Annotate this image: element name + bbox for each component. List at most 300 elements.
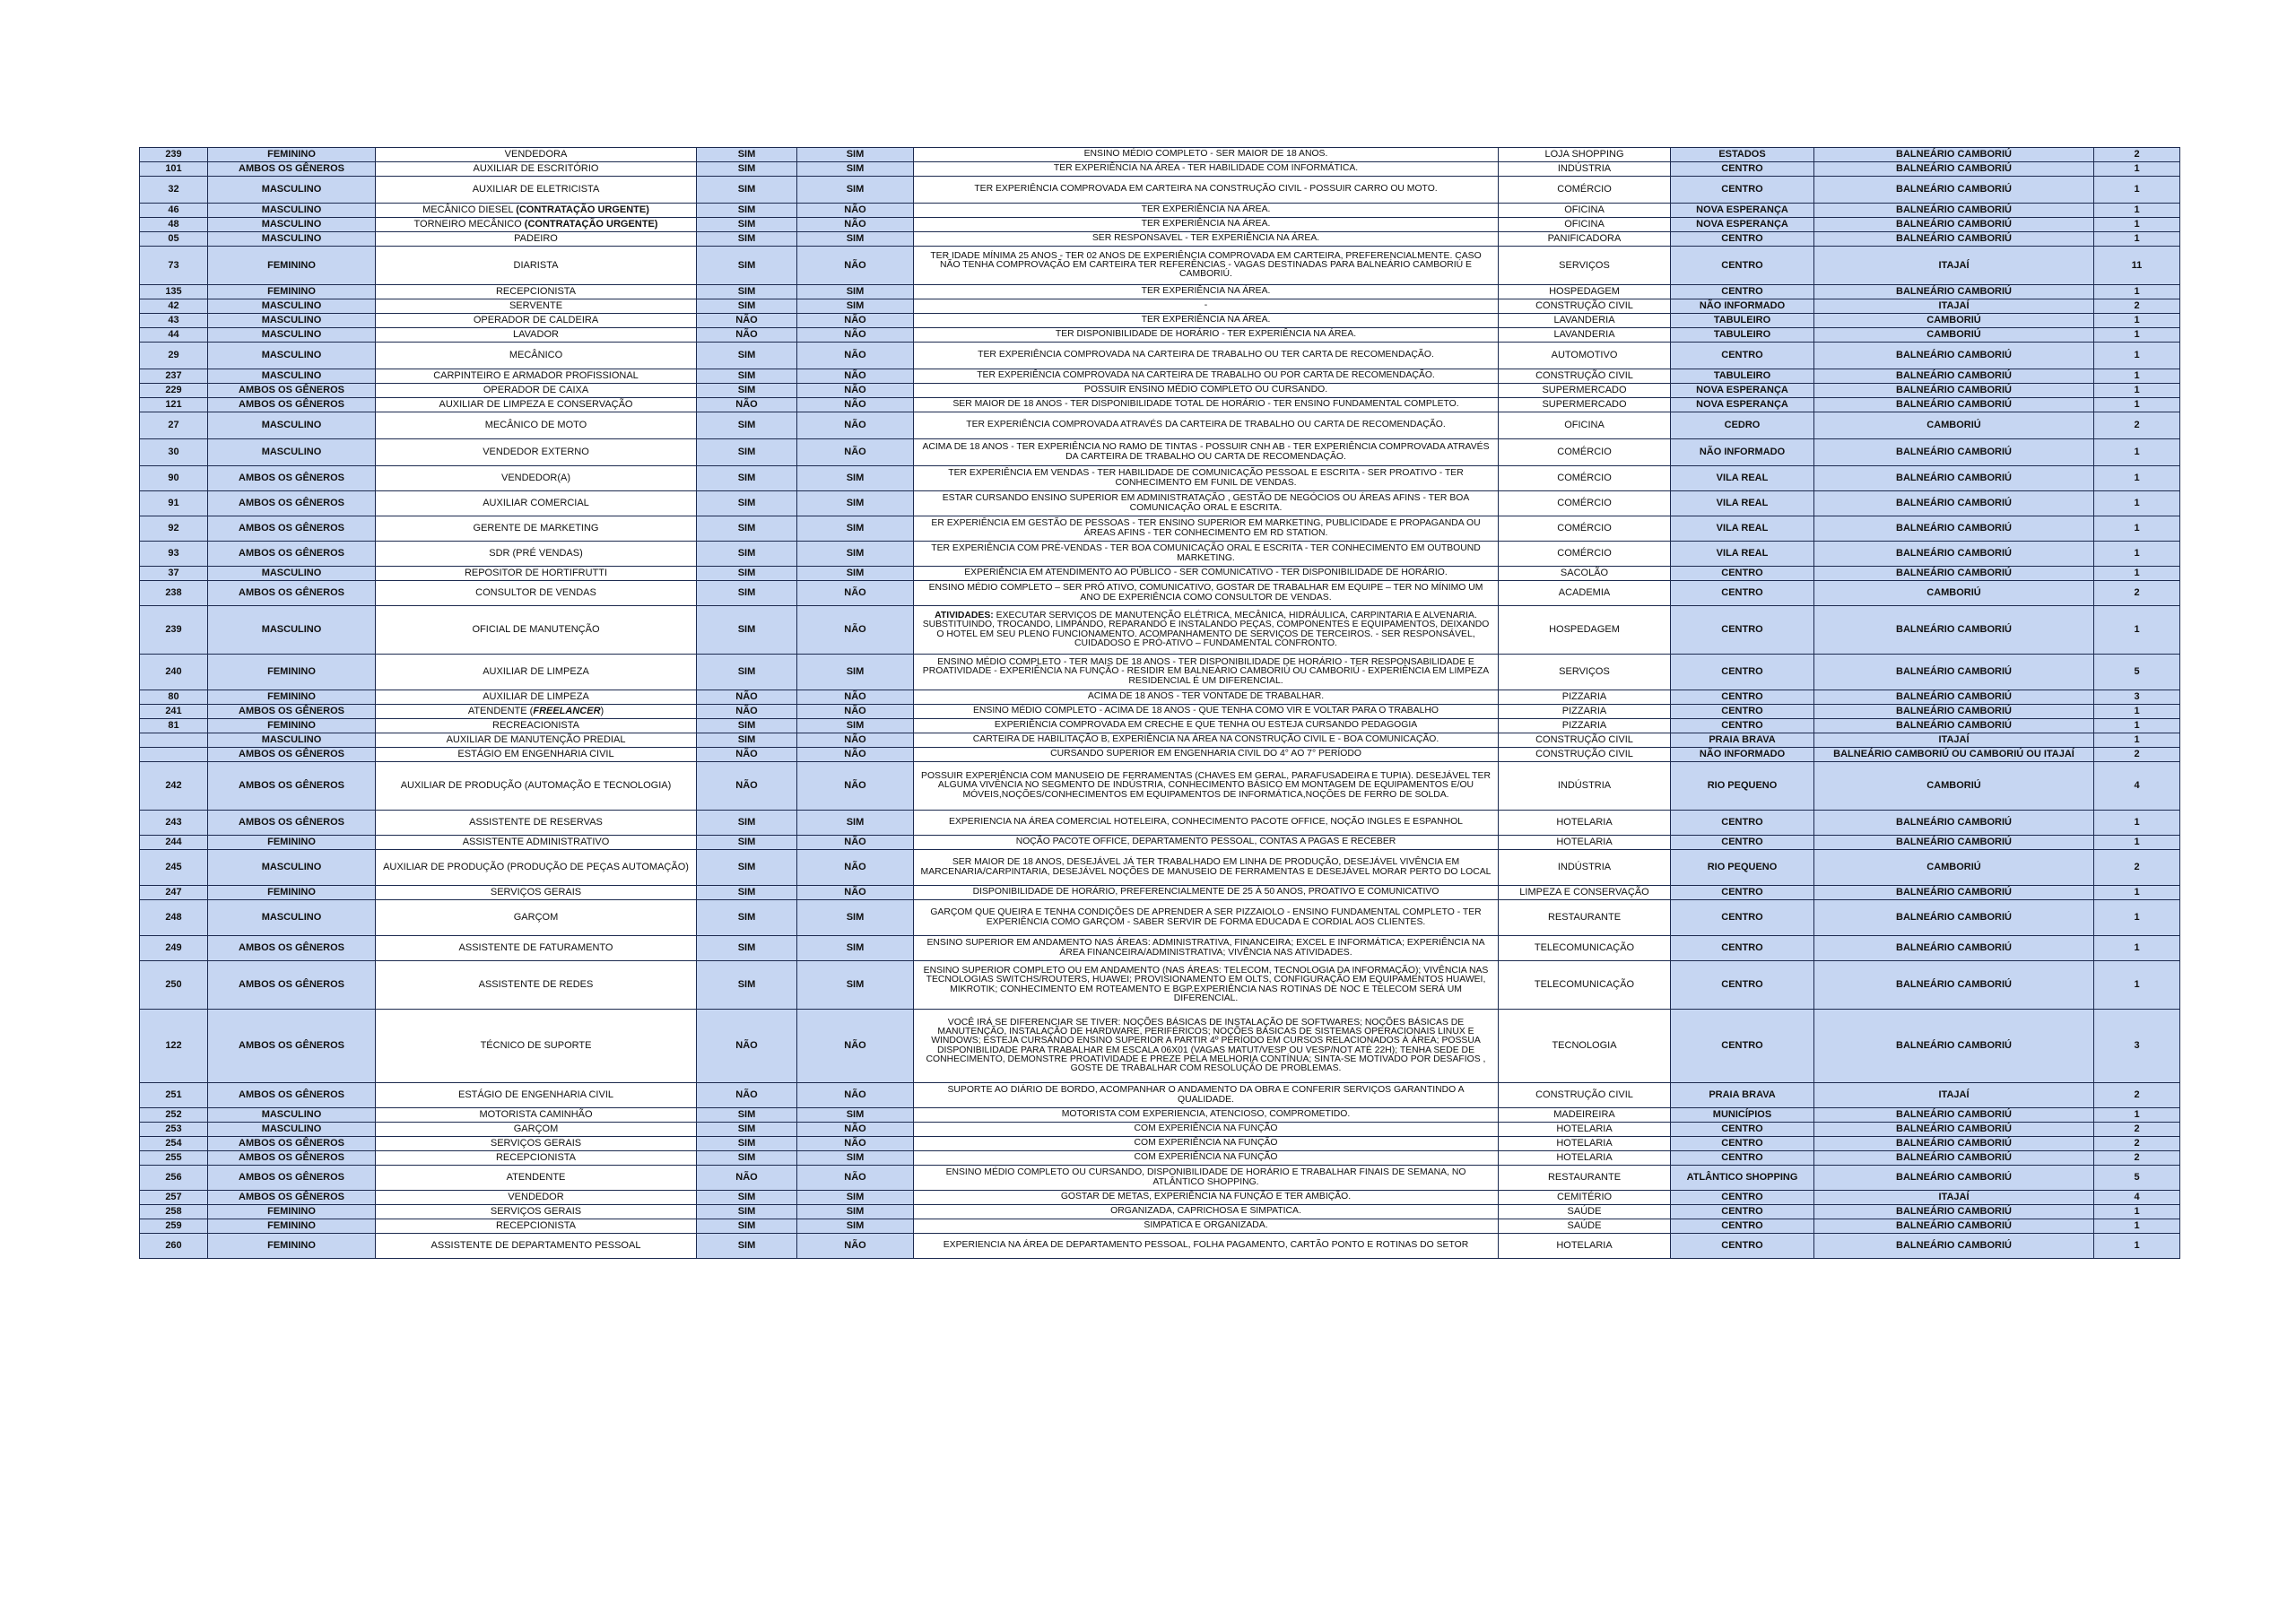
- vacancies-cell: 1: [2094, 961, 2180, 1010]
- sector-cell: CONSTRUÇÃO CIVIL: [1499, 369, 1671, 384]
- job-code-cell: 42: [140, 299, 208, 314]
- gender-cell: AMBOS OS GÊNEROS: [208, 1151, 376, 1166]
- yes-no-cell-2: NÃO: [797, 886, 914, 900]
- city-cell: ITAJAÍ: [1814, 1191, 2094, 1205]
- gender-cell: AMBOS OS GÊNEROS: [208, 581, 376, 606]
- position-cell: [376, 705, 697, 719]
- yes-no-cell-2: SIM: [797, 900, 914, 936]
- yes-no-cell-2: SIM: [797, 491, 914, 516]
- yes-no-cell-1: SIM: [697, 850, 797, 886]
- vacancies-cell: 5: [2094, 1166, 2180, 1191]
- position-cell: SERVENTE: [376, 299, 697, 314]
- sector-cell: SERVIÇOS: [1499, 655, 1671, 690]
- job-row: [140, 606, 2180, 655]
- position-cell: AUXILIAR DE ELETRICISTA: [376, 177, 697, 204]
- position-cell: ESTÁGIO EM ENGENHARIA CIVIL: [376, 748, 697, 762]
- neighborhood-cell: CENTRO: [1671, 1191, 1814, 1205]
- sector-cell: AUTOMOTIVO: [1499, 343, 1671, 369]
- yes-no-cell-1: SIM: [697, 581, 797, 606]
- gender-cell: FEMININO: [208, 1219, 376, 1234]
- yes-no-cell-1: SIM: [697, 1234, 797, 1259]
- vacancies-cell: 2: [2094, 1151, 2180, 1166]
- neighborhood-cell: NOVA ESPERANÇA: [1671, 384, 1814, 398]
- neighborhood-cell: TABULEIRO: [1671, 314, 1814, 328]
- city-cell: BALNEÁRIO CAMBORIÚ: [1814, 606, 2094, 655]
- neighborhood-cell: CENTRO: [1671, 1151, 1814, 1166]
- vacancies-cell: 1: [2094, 314, 2180, 328]
- city-cell: BALNEÁRIO CAMBORIÚ: [1814, 516, 2094, 542]
- city-cell: BALNEÁRIO CAMBORIÚ: [1814, 177, 2094, 204]
- yes-no-cell-1: SIM: [697, 1123, 797, 1137]
- yes-no-cell-1: SIM: [697, 961, 797, 1010]
- job-code-cell: 250: [140, 961, 208, 1010]
- sector-cell: SERVIÇOS: [1499, 247, 1671, 285]
- vacancies-cell: 1: [2094, 1219, 2180, 1234]
- neighborhood-cell: CENTRO: [1671, 936, 1814, 961]
- yes-no-cell-1: SIM: [697, 719, 797, 733]
- requirements-cell: SER MAIOR DE 18 ANOS - TER DISPONIBILIDADE TOTAL DE HORÁRIO - TER ENSINO FUNDAMENTAL COMPLETO.: [914, 398, 1499, 412]
- yes-no-cell-2: NÃO: [797, 762, 914, 811]
- requirements-cell: TER EXPERIÊNCIA COMPROVADA NA CARTEIRA DE TRABALHO OU POR CARTA DE RECOMENDAÇÃO.: [914, 369, 1499, 384]
- yes-no-cell-1: SIM: [697, 886, 797, 900]
- yes-no-cell-2: SIM: [797, 285, 914, 299]
- yes-no-cell-2: SIM: [797, 719, 914, 733]
- requirements-cell: EXPERIÊNCIA EM ATENDIMENTO AO PÚBLICO - SER COMUNICATIVO - TER DISPONIBILIDADE DE HORÁRIO.: [914, 567, 1499, 581]
- city-cell: BALNEÁRIO CAMBORIÚ: [1814, 148, 2094, 162]
- position-cell: MOTORISTA CAMINHÃO: [376, 1108, 697, 1123]
- yes-no-cell-1: SIM: [697, 218, 797, 232]
- neighborhood-cell: CENTRO: [1671, 1219, 1814, 1234]
- gender-cell: MASCULINO: [208, 1108, 376, 1123]
- sector-cell: TELECOMUNICAÇÃO: [1499, 936, 1671, 961]
- job-code-cell: 240: [140, 655, 208, 690]
- yes-no-cell-1: NÃO: [697, 705, 797, 719]
- job-row: [140, 1166, 2180, 1191]
- vacancies-cell: 1: [2094, 811, 2180, 836]
- gender-cell: AMBOS OS GÊNEROS: [208, 748, 376, 762]
- yes-no-cell-2: NÃO: [797, 733, 914, 748]
- requirements-cell: ACIMA DE 18 ANOS - TER VONTADE DE TRABALHAR.: [914, 690, 1499, 705]
- job-row: [140, 247, 2180, 285]
- vacancies-cell: 1: [2094, 439, 2180, 466]
- position-cell: TÉCNICO DE SUPORTE: [376, 1010, 697, 1083]
- neighborhood-cell: CENTRO: [1671, 1234, 1814, 1259]
- job-listings-table: [139, 147, 2180, 1259]
- job-row: [140, 398, 2180, 412]
- yes-no-cell-2: SIM: [797, 1191, 914, 1205]
- job-row: [140, 1205, 2180, 1219]
- job-code-cell: 238: [140, 581, 208, 606]
- vacancies-cell: 1: [2094, 719, 2180, 733]
- yes-no-cell-1: SIM: [697, 1191, 797, 1205]
- requirements-cell: ESTAR CURSANDO ENSINO SUPERIOR EM ADMINISTRATAÇÃO , GESTÃO DE NEGÓCIOS OU ÁREAS AFINS - TER BOA COMUNICAÇÃO ORAL E ESCRITA.: [914, 491, 1499, 516]
- position-cell: AUXILIAR DE LIMPEZA: [376, 655, 697, 690]
- position-cell: VENDEDOR EXTERNO: [376, 439, 697, 466]
- job-row: [140, 1010, 2180, 1083]
- requirements-cell: NOÇÃO PACOTE OFFICE, DEPARTAMENTO PESSOAL, CONTAS A PAGAS E RECEBER: [914, 836, 1499, 850]
- position-cell: ASSISTENTE DE REDES: [376, 961, 697, 1010]
- gender-cell: AMBOS OS GÊNEROS: [208, 936, 376, 961]
- yes-no-cell-2: NÃO: [797, 343, 914, 369]
- neighborhood-cell: MUNICÍPIOS: [1671, 1108, 1814, 1123]
- sector-cell: COMÉRCIO: [1499, 439, 1671, 466]
- position-cell: GARÇOM: [376, 900, 697, 936]
- sector-cell: COMÉRCIO: [1499, 177, 1671, 204]
- requirements-cell: ENSINO MÉDIO COMPLETO - SER MAIOR DE 18 ANOS.: [914, 148, 1499, 162]
- yes-no-cell-1: SIM: [697, 412, 797, 439]
- vacancies-cell: 2: [2094, 299, 2180, 314]
- requirements-cell: TER EXPERIÊNCIA COMPROVADA NA CARTEIRA DE TRABALHO OU TER CARTA DE RECOMENDAÇÃO.: [914, 343, 1499, 369]
- city-cell: ITAJAÍ: [1814, 247, 2094, 285]
- yes-no-cell-2: NÃO: [797, 850, 914, 886]
- sector-cell: OFICINA: [1499, 412, 1671, 439]
- sector-cell: SACOLÃO: [1499, 567, 1671, 581]
- yes-no-cell-2: NÃO: [797, 218, 914, 232]
- job-row: [140, 690, 2180, 705]
- requirements-cell: SER MAIOR DE 18 ANOS, DESEJÁVEL JÁ TER TRABALHADO EM LINHA DE PRODUÇÃO, DESEJÁVEL VIVÊNCIA EM MARCENARIA/CARPINTARIA, DESEJÁVEL NOÇÕES DE MANUSEIO DE FERRAMENTAS E DESEJÁVEL MORAR PERTO DO LOCAL: [914, 850, 1499, 886]
- position-cell: ESTÁGIO DE ENGENHARIA CIVIL: [376, 1083, 697, 1108]
- neighborhood-cell: VILA REAL: [1671, 466, 1814, 491]
- neighborhood-cell: CENTRO: [1671, 606, 1814, 655]
- neighborhood-cell: CENTRO: [1671, 1137, 1814, 1151]
- requirements-cell: TER EXPERIÊNCIA COM PRÉ-VENDAS - TER BOA COMUNICAÇÃO ORAL E ESCRITA - TER CONHECIMENTO EM OUTBOUND MARKETING.: [914, 542, 1499, 567]
- sector-cell: RESTAURANTE: [1499, 1166, 1671, 1191]
- job-code-cell: 248: [140, 900, 208, 936]
- job-code-cell: 257: [140, 1191, 208, 1205]
- job-code-cell: [140, 748, 208, 762]
- position-cell: MECÂNICO DE MOTO: [376, 412, 697, 439]
- position-text: TORNEIRO MECÂNICO: [413, 219, 522, 230]
- yes-no-cell-2: NÃO: [797, 247, 914, 285]
- sector-cell: SUPERMERCADO: [1499, 384, 1671, 398]
- requirements-cell: EXPERIENCIA NA ÁREA COMERCIAL HOTELEIRA, CONHECIMENTO PACOTE OFFICE, NOÇÃO INGLES E ESPANHOL: [914, 811, 1499, 836]
- gender-cell: MASCULINO: [208, 850, 376, 886]
- neighborhood-cell: RIO PEQUENO: [1671, 762, 1814, 811]
- neighborhood-cell: NÃO INFORMADO: [1671, 299, 1814, 314]
- city-cell: BALNEÁRIO CAMBORIÚ: [1814, 285, 2094, 299]
- city-cell: BALNEÁRIO CAMBORIÚ: [1814, 1219, 2094, 1234]
- gender-cell: AMBOS OS GÊNEROS: [208, 811, 376, 836]
- yes-no-cell-1: NÃO: [697, 328, 797, 343]
- job-code-cell: 90: [140, 466, 208, 491]
- job-row: [140, 961, 2180, 1010]
- job-code-cell: 101: [140, 162, 208, 177]
- city-cell: BALNEÁRIO CAMBORIÚ: [1814, 886, 2094, 900]
- neighborhood-cell: CENTRO: [1671, 690, 1814, 705]
- neighborhood-cell: CENTRO: [1671, 705, 1814, 719]
- yes-no-cell-1: SIM: [697, 384, 797, 398]
- position-cell: OFICIAL DE MANUTENÇÃO: [376, 606, 697, 655]
- urgent-tag: (CONTRATAÇÃO URGENTE): [524, 219, 658, 230]
- sector-cell: HOTELARIA: [1499, 1137, 1671, 1151]
- vacancies-cell: 1: [2094, 369, 2180, 384]
- vacancies-cell: 1: [2094, 218, 2180, 232]
- job-row: [140, 285, 2180, 299]
- city-cell: ITAJAÍ: [1814, 1083, 2094, 1108]
- city-cell: ITAJAÍ: [1814, 299, 2094, 314]
- job-row: [140, 886, 2180, 900]
- neighborhood-cell: TABULEIRO: [1671, 328, 1814, 343]
- gender-cell: MASCULINO: [208, 177, 376, 204]
- vacancies-cell: 4: [2094, 1191, 2180, 1205]
- vacancies-cell: 1: [2094, 398, 2180, 412]
- neighborhood-cell: CENTRO: [1671, 343, 1814, 369]
- yes-no-cell-1: SIM: [697, 285, 797, 299]
- position-cell: AUXILIAR DE ESCRITÓRIO: [376, 162, 697, 177]
- city-cell: BALNEÁRIO CAMBORIÚ: [1814, 162, 2094, 177]
- job-code-cell: 251: [140, 1083, 208, 1108]
- city-cell: BALNEÁRIO CAMBORIÚ: [1814, 384, 2094, 398]
- job-row: [140, 369, 2180, 384]
- city-cell: BALNEÁRIO CAMBORIÚ OU CAMBORIÚ OU ITAJAÍ: [1814, 748, 2094, 762]
- yes-no-cell-1: SIM: [697, 1137, 797, 1151]
- sector-cell: CONSTRUÇÃO CIVIL: [1499, 1083, 1671, 1108]
- neighborhood-cell: CENTRO: [1671, 836, 1814, 850]
- requirements-cell: EXPERIENCIA NA ÁREA DE DEPARTAMENTO PESSOAL, FOLHA PAGAMENTO, CARTÃO PONTO E ROTINAS DO SETOR: [914, 1234, 1499, 1259]
- sector-cell: COMÉRCIO: [1499, 491, 1671, 516]
- yes-no-cell-1: SIM: [697, 1151, 797, 1166]
- job-row: [140, 1083, 2180, 1108]
- requirements-cell: CARTEIRA DE HABILITAÇÃO B, EXPERIÊNCIA NA ÁREA NA CONSTRUÇÃO CIVIL E - BOA COMUNICAÇÃO.: [914, 733, 1499, 748]
- gender-cell: MASCULINO: [208, 218, 376, 232]
- gender-cell: MASCULINO: [208, 369, 376, 384]
- yes-no-cell-1: SIM: [697, 606, 797, 655]
- vacancies-cell: 1: [2094, 466, 2180, 491]
- neighborhood-cell: CENTRO: [1671, 961, 1814, 1010]
- position-cell: SDR (PRÉ VENDAS): [376, 542, 697, 567]
- job-code-cell: 242: [140, 762, 208, 811]
- position-cell: [376, 218, 697, 232]
- job-row: [140, 204, 2180, 218]
- city-cell: BALNEÁRIO CAMBORIÚ: [1814, 900, 2094, 936]
- position-cell: ATENDENTE: [376, 1166, 697, 1191]
- neighborhood-cell: TABULEIRO: [1671, 369, 1814, 384]
- neighborhood-cell: RIO PEQUENO: [1671, 850, 1814, 886]
- gender-cell: FEMININO: [208, 655, 376, 690]
- city-cell: BALNEÁRIO CAMBORIÚ: [1814, 1123, 2094, 1137]
- job-row: [140, 936, 2180, 961]
- yes-no-cell-2: SIM: [797, 567, 914, 581]
- job-row: [140, 542, 2180, 567]
- vacancies-cell: 3: [2094, 1010, 2180, 1083]
- position-cell: CONSULTOR DE VENDAS: [376, 581, 697, 606]
- position-cell: SERVIÇOS GERAIS: [376, 1137, 697, 1151]
- sector-cell: HOTELARIA: [1499, 1123, 1671, 1137]
- job-code-cell: 255: [140, 1151, 208, 1166]
- yes-no-cell-2: NÃO: [797, 1234, 914, 1259]
- job-code-cell: 260: [140, 1234, 208, 1259]
- position-cell: SERVIÇOS GERAIS: [376, 1205, 697, 1219]
- yes-no-cell-2: SIM: [797, 177, 914, 204]
- yes-no-cell-1: SIM: [697, 1205, 797, 1219]
- gender-cell: AMBOS OS GÊNEROS: [208, 1010, 376, 1083]
- yes-no-cell-1: SIM: [697, 148, 797, 162]
- sector-cell: LIMPEZA E CONSERVAÇÃO: [1499, 886, 1671, 900]
- yes-no-cell-1: SIM: [697, 162, 797, 177]
- vacancies-cell: 2: [2094, 850, 2180, 886]
- city-cell: BALNEÁRIO CAMBORIÚ: [1814, 1137, 2094, 1151]
- sector-cell: PIZZARIA: [1499, 705, 1671, 719]
- requirements-text: EXECUTAR SERVIÇOS DE MANUTENÇÃO ELÉTRICA, MECÂNICA, HIDRÁULICA, CARPINTARIA E ALVENARIA. SUBSTITUINDO, TROCANDO, LIMPANDO, REPARANDO E INSTALANDO PEÇAS, COMPONENTES E EQUIPAMENTOS, DEIXANDO O HOTEL EM SEU PLENO FUNCIONAMENTO. ACOMPANHAMENTO DE SERVIÇOS DE TERCEIROS. - SER RESPONSÁVEL, CUIDADOSO E PRÓ-ATIVO – FUNDAMENTAL CONFRONTO.: [922, 611, 1490, 648]
- city-cell: CAMBORIÚ: [1814, 412, 2094, 439]
- yes-no-cell-1: SIM: [697, 516, 797, 542]
- requirements-cell: TER EXPERIÊNCIA NA ÁREA - TER HABILIDADE COM INFORMÁTICA.: [914, 162, 1499, 177]
- city-cell: CAMBORIÚ: [1814, 850, 2094, 886]
- yes-no-cell-1: SIM: [697, 811, 797, 836]
- sector-cell: OFICINA: [1499, 218, 1671, 232]
- job-code-cell: 245: [140, 850, 208, 886]
- job-code-cell: 81: [140, 719, 208, 733]
- job-code-cell: 48: [140, 218, 208, 232]
- yes-no-cell-1: SIM: [697, 343, 797, 369]
- yes-no-cell-2: SIM: [797, 148, 914, 162]
- vacancies-cell: 1: [2094, 836, 2180, 850]
- requirements-cell: ENSINO MÉDIO COMPLETO - TER MAIS DE 18 ANOS - TER DISPONIBILIDADE DE HORÁRIO - TER RESPONSABILIDADE E PROATIVIDADE - EXPERIÊNCIA NA FUNÇÃO - RESIDIR EM BALNEÁRIO CAMBORIÚ OU CAMBORIÚ - EXPERIÊNCIA EM LIMPEZA RESIDENCIAL É UM DIFERENCIAL.: [914, 655, 1499, 690]
- job-code-cell: 259: [140, 1219, 208, 1234]
- vacancies-cell: 5: [2094, 655, 2180, 690]
- gender-cell: AMBOS OS GÊNEROS: [208, 1191, 376, 1205]
- yes-no-cell-1: SIM: [697, 900, 797, 936]
- job-code-cell: 239: [140, 148, 208, 162]
- yes-no-cell-2: NÃO: [797, 328, 914, 343]
- yes-no-cell-1: SIM: [697, 204, 797, 218]
- position-cell: PADEIRO: [376, 232, 697, 247]
- freelancer-tag: FREELANCER: [533, 706, 601, 717]
- yes-no-cell-1: NÃO: [697, 690, 797, 705]
- position-cell: AUXILIAR COMERCIAL: [376, 491, 697, 516]
- neighborhood-cell: NOVA ESPERANÇA: [1671, 204, 1814, 218]
- job-row: [140, 762, 2180, 811]
- gender-cell: AMBOS OS GÊNEROS: [208, 542, 376, 567]
- job-row: [140, 299, 2180, 314]
- vacancies-cell: 1: [2094, 1234, 2180, 1259]
- neighborhood-cell: NOVA ESPERANÇA: [1671, 218, 1814, 232]
- position-cell: GERENTE DE MARKETING: [376, 516, 697, 542]
- requirements-cell: DISPONIBILIDADE DE HORÁRIO, PREFERENCIALMENTE DE 25 À 50 ANOS, PROATIVO E COMUNICATIVO: [914, 886, 1499, 900]
- position-cell: AUXILIAR DE LIMPEZA: [376, 690, 697, 705]
- yes-no-cell-2: NÃO: [797, 384, 914, 398]
- gender-cell: FEMININO: [208, 1205, 376, 1219]
- yes-no-cell-2: NÃO: [797, 412, 914, 439]
- job-code-cell: 91: [140, 491, 208, 516]
- vacancies-cell: 11: [2094, 247, 2180, 285]
- job-row: [140, 466, 2180, 491]
- requirements-cell: TER EXPERIÊNCIA NA ÁREA.: [914, 314, 1499, 328]
- position-cell: OPERADOR DE CAIXA: [376, 384, 697, 398]
- gender-cell: MASCULINO: [208, 328, 376, 343]
- job-code-cell: 80: [140, 690, 208, 705]
- position-cell: RECEPCIONISTA: [376, 1219, 697, 1234]
- vacancies-cell: 2: [2094, 748, 2180, 762]
- gender-cell: FEMININO: [208, 247, 376, 285]
- job-code-cell: 05: [140, 232, 208, 247]
- vacancies-cell: 1: [2094, 1108, 2180, 1123]
- gender-cell: FEMININO: [208, 886, 376, 900]
- yes-no-cell-2: NÃO: [797, 1166, 914, 1191]
- job-row: [140, 1234, 2180, 1259]
- requirements-cell: ENSINO MÉDIO COMPLETO - ACIMA DE 18 ANOS - QUE TENHA COMO VIR E VOLTAR PARA O TRABALHO: [914, 705, 1499, 719]
- position-cell: AUXILIAR DE LIMPEZA E CONSERVAÇÃO: [376, 398, 697, 412]
- requirements-cell: SIMPATICA E ORGANIZADA.: [914, 1219, 1499, 1234]
- yes-no-cell-2: SIM: [797, 811, 914, 836]
- yes-no-cell-1: SIM: [697, 542, 797, 567]
- yes-no-cell-1: SIM: [697, 655, 797, 690]
- neighborhood-cell: NÃO INFORMADO: [1671, 439, 1814, 466]
- requirements-cell: VOCÊ IRÁ SE DIFERENCIAR SE TIVER: NOÇÕES BÁSICAS DE INSTALAÇÃO DE SOFTWARES; NOÇÕES BÁSICAS DE MANUTENÇÃO, INSTALAÇÃO DE HARDWARE, PERIFÉRICOS; NOÇÕES BÁSICAS DE SISTEMAS OPERACIONAIS LINUX E WINDOWS; ESTEJA CURSANDO ENSINO SUPERIOR A PARTIR 4º PERÍODO EM CURSOS RELACIONADOS À ÁREA; POSSUA DISPONIBILIDADE PARA TRABALHAR EM ESCALA 06X01 (VAGAS MATUT/VESP OU VESP/NOT ATÉ 22H); TENHA SEDE DE CONHECIMENTO, DEMONSTRE PROATIVIDADE E PREZE PELA MELHORIA CONTÍNUA; SINTA-SE MOTIVADO POR DESAFIOS , GOSTE DE TRABALHAR COM RESOLUÇÃO DE PROBLEMAS.: [914, 1010, 1499, 1083]
- yes-no-cell-1: NÃO: [697, 1083, 797, 1108]
- requirements-cell: GOSTAR DE METAS, EXPERIÊNCIA NA FUNÇÃO E TER AMBIÇÃO.: [914, 1191, 1499, 1205]
- requirements-cell: ENSINO MÉDIO COMPLETO – SER PRÓ ATIVO, COMUNICATIVO, GOSTAR DE TRABALHAR EM EQUIPE – TER NO MÍNIMO UM ANO DE EXPERIÊNCIA COMO CONSULTOR DE VENDAS.: [914, 581, 1499, 606]
- job-row: [140, 1191, 2180, 1205]
- yes-no-cell-1: SIM: [697, 439, 797, 466]
- job-row: [140, 314, 2180, 328]
- city-cell: CAMBORIÚ: [1814, 314, 2094, 328]
- sector-cell: OFICINA: [1499, 204, 1671, 218]
- city-cell: BALNEÁRIO CAMBORIÚ: [1814, 1010, 2094, 1083]
- neighborhood-cell: PRAIA BRAVA: [1671, 1083, 1814, 1108]
- vacancies-cell: 1: [2094, 177, 2180, 204]
- job-code-cell: 32: [140, 177, 208, 204]
- neighborhood-cell: PRAIA BRAVA: [1671, 733, 1814, 748]
- yes-no-cell-2: NÃO: [797, 606, 914, 655]
- gender-cell: FEMININO: [208, 690, 376, 705]
- job-code-cell: 37: [140, 567, 208, 581]
- position-cell: VENDEDOR: [376, 1191, 697, 1205]
- city-cell: BALNEÁRIO CAMBORIÚ: [1814, 439, 2094, 466]
- job-row: [140, 1108, 2180, 1123]
- sector-cell: COMÉRCIO: [1499, 542, 1671, 567]
- requirements-cell: COM EXPERIÊNCIA NA FUNÇÃO: [914, 1137, 1499, 1151]
- job-code-cell: 256: [140, 1166, 208, 1191]
- city-cell: BALNEÁRIO CAMBORIÚ: [1814, 218, 2094, 232]
- job-row: [140, 581, 2180, 606]
- requirements-cell: POSSUIR EXPERIÊNCIA COM MANUSEIO DE FERRAMENTAS (CHAVES EM GERAL, PARAFUSADEIRA E TUPIA). DESEJÁVEL TER ALGUMA VIVÊNCIA NO SEGMENTO DE INDÚSTRIA, CONHECIMENTO BÁSICO EM MONTAGEM DE EQUIPAMENTOS E/OU MÓVEIS,NOÇÕES/CONHECIMENTOS EM EQUIPAMENTOS DE INFORMÁTICA,NOÇÕES DE FERRO DE SOLDA.: [914, 762, 1499, 811]
- position-cell: [376, 204, 697, 218]
- job-row: [140, 1219, 2180, 1234]
- job-code-cell: 44: [140, 328, 208, 343]
- yes-no-cell-2: SIM: [797, 516, 914, 542]
- job-row: [140, 218, 2180, 232]
- gender-cell: MASCULINO: [208, 567, 376, 581]
- vacancies-cell: 1: [2094, 733, 2180, 748]
- job-row: [140, 1151, 2180, 1166]
- gender-cell: AMBOS OS GÊNEROS: [208, 705, 376, 719]
- vacancies-cell: 1: [2094, 900, 2180, 936]
- job-code-cell: 93: [140, 542, 208, 567]
- job-code-cell: 121: [140, 398, 208, 412]
- position-cell: ASSISTENTE DE DEPARTAMENTO PESSOAL: [376, 1234, 697, 1259]
- position-cell: AUXILIAR DE PRODUÇÃO (PRODUÇÃO DE PEÇAS AUTOMAÇÃO): [376, 850, 697, 886]
- yes-no-cell-1: SIM: [697, 299, 797, 314]
- position-cell: MECÂNICO: [376, 343, 697, 369]
- job-code-cell: [140, 733, 208, 748]
- gender-cell: MASCULINO: [208, 412, 376, 439]
- yes-no-cell-1: SIM: [697, 247, 797, 285]
- city-cell: BALNEÁRIO CAMBORIÚ: [1814, 369, 2094, 384]
- requirements-cell: MOTORISTA COM EXPERIENCIA, ATENCIOSO, COMPROMETIDO.: [914, 1108, 1499, 1123]
- urgent-tag: (CONTRATAÇÃO URGENTE): [516, 204, 649, 216]
- job-row: [140, 328, 2180, 343]
- job-code-cell: 244: [140, 836, 208, 850]
- sector-cell: SUPERMERCADO: [1499, 398, 1671, 412]
- city-cell: BALNEÁRIO CAMBORIÚ: [1814, 836, 2094, 850]
- job-row: [140, 516, 2180, 542]
- job-code-cell: 29: [140, 343, 208, 369]
- yes-no-cell-1: SIM: [697, 567, 797, 581]
- sector-cell: SAÚDE: [1499, 1219, 1671, 1234]
- yes-no-cell-1: NÃO: [697, 314, 797, 328]
- requirements-cell: ENSINO SUPERIOR EM ANDAMENTO NAS ÁREAS: ADMINISTRATIVA, FINANCEIRA; EXCEL E INFORMÁTICA; EXPERIÊNCIA NA ÁREA FINANCEIRA/ADMINISTRATIVA; VIVÊNCIA NAS ATIVIDADES.: [914, 936, 1499, 961]
